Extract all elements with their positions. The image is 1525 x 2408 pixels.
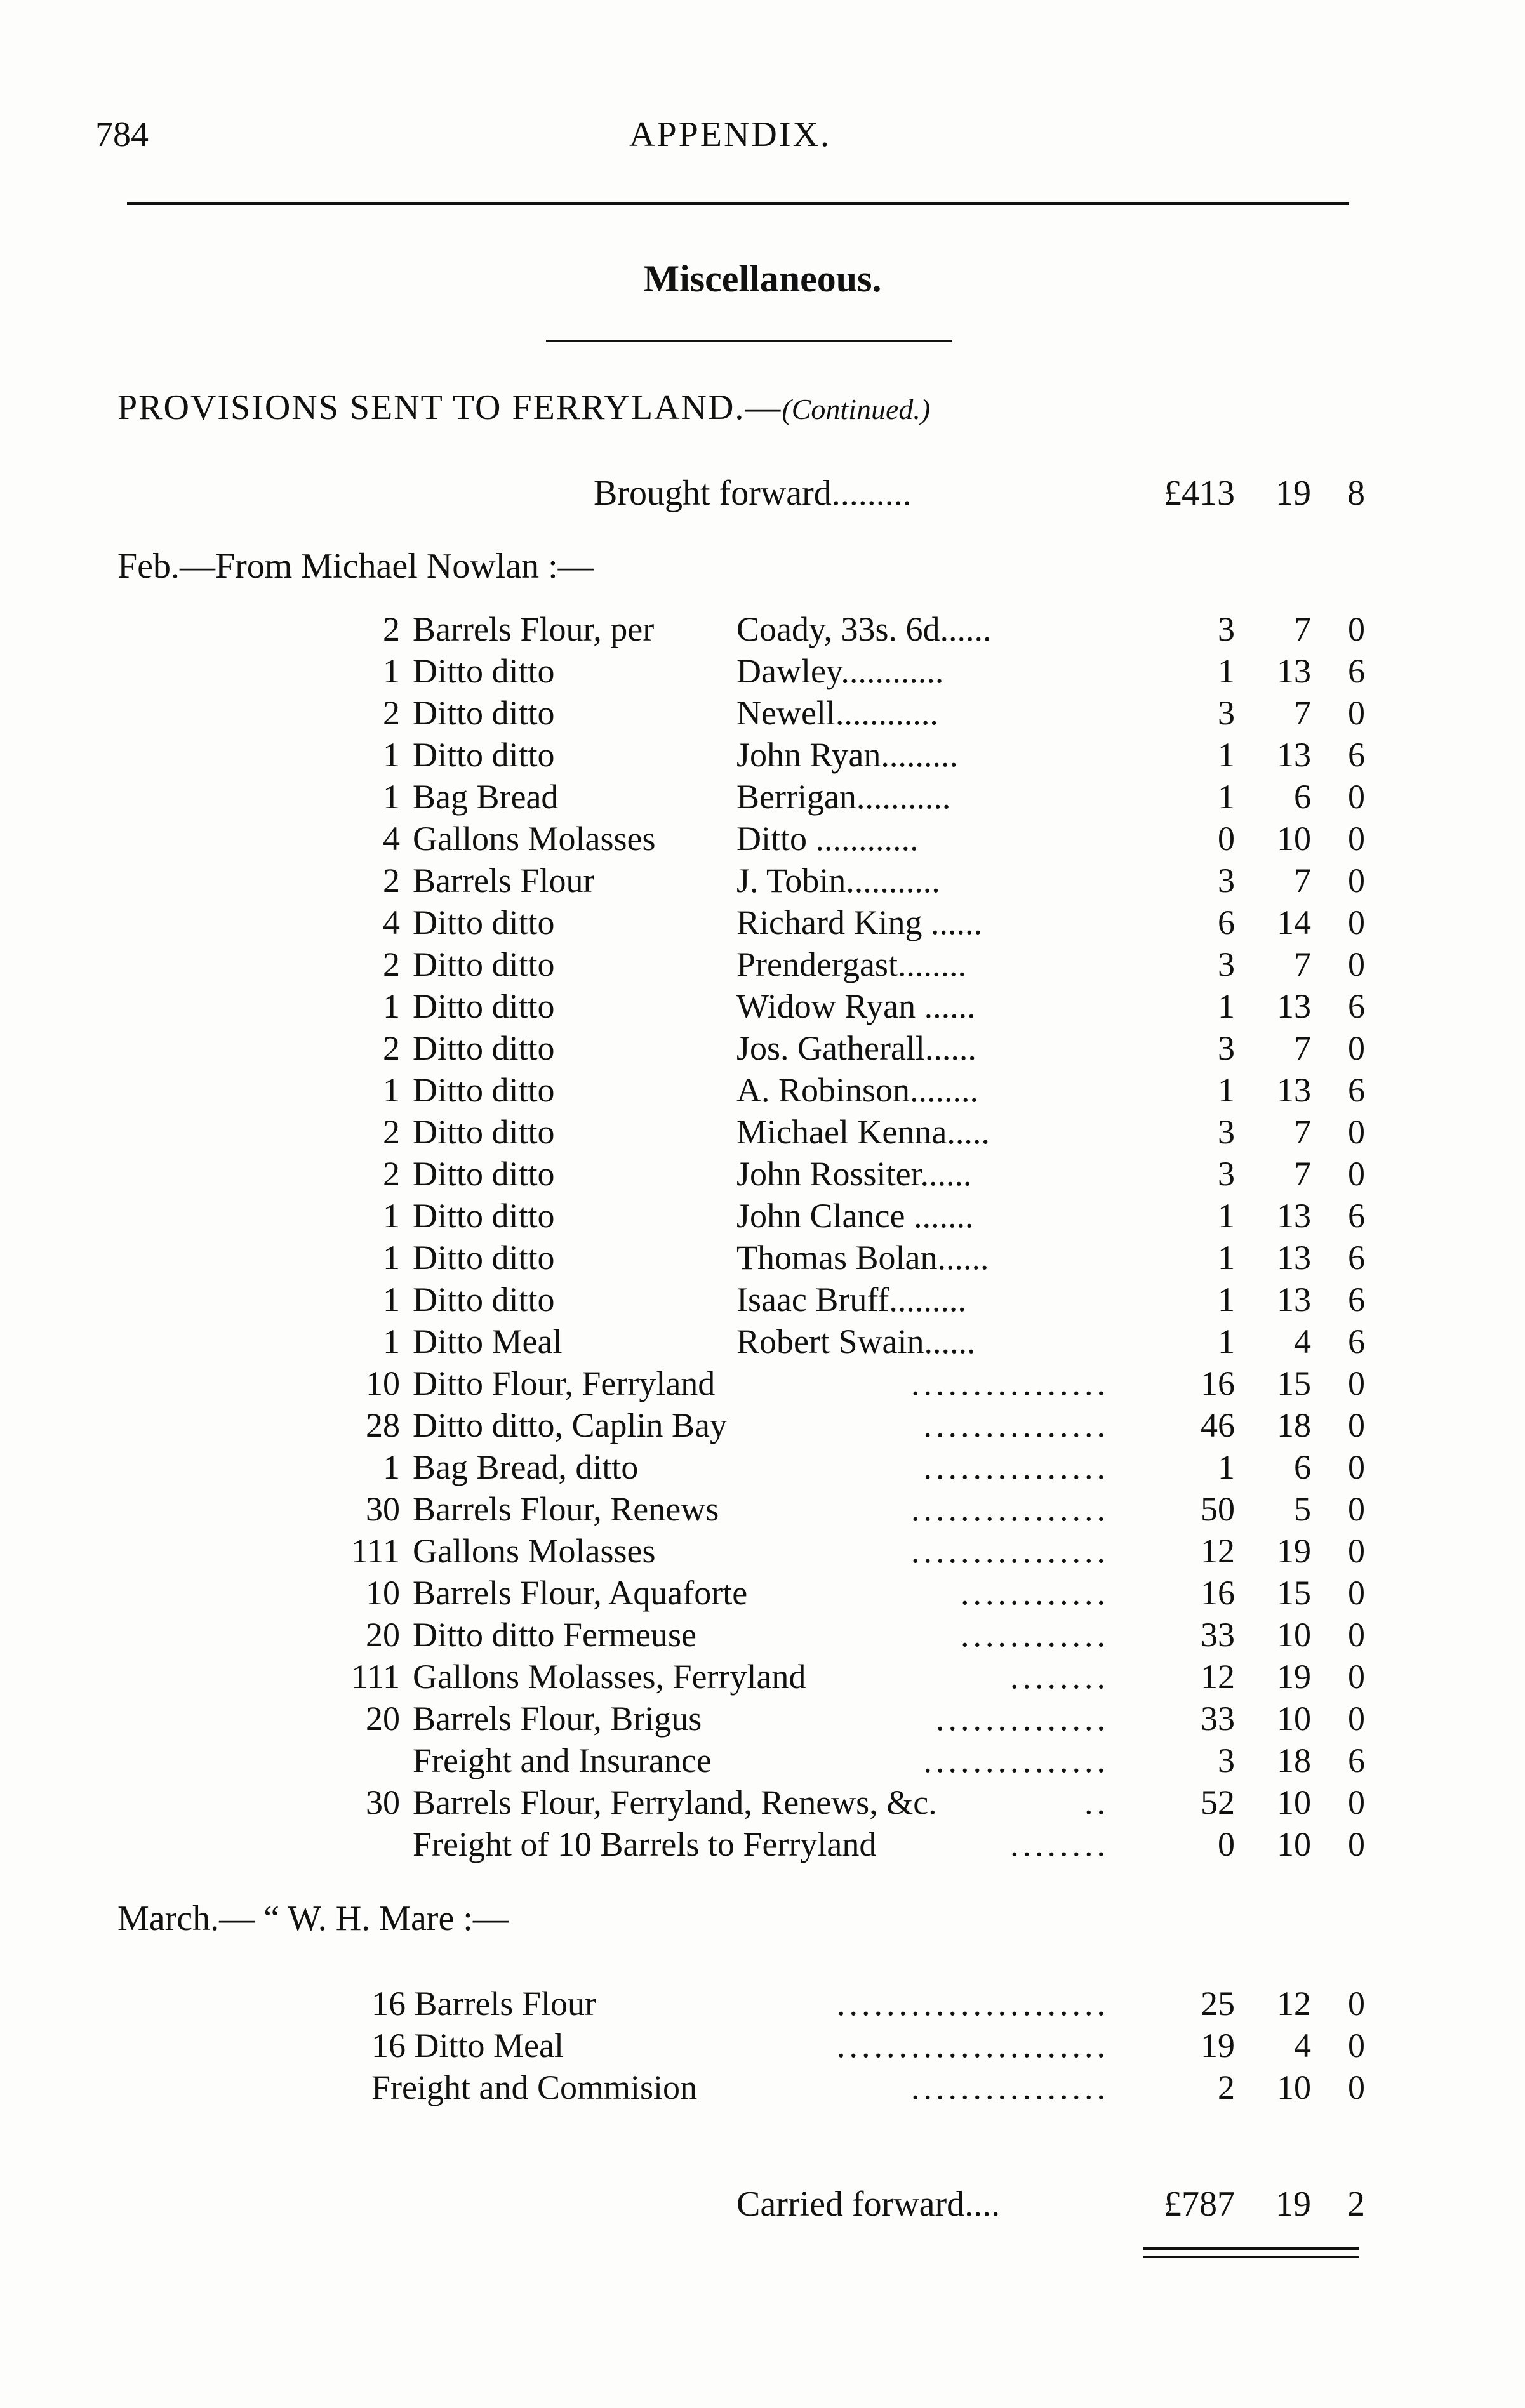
entry-description: Freight and Insurance: [413, 1741, 712, 1779]
entry-quantity: 20: [366, 1700, 400, 1738]
entry-quantity: 1: [383, 1322, 400, 1360]
subheading-continued: (Continued.): [782, 393, 931, 425]
table-row: [0, 1028, 1525, 1070]
amount-shillings: 12: [1277, 1985, 1311, 2023]
amount-pence: 0: [1348, 945, 1365, 983]
entry-quantity: 1: [383, 1239, 400, 1277]
entry-quantity: 10: [366, 1364, 400, 1402]
entry-description: Barrels Flour, Renews: [413, 1490, 719, 1528]
amount-shillings: 10: [1277, 1825, 1311, 1863]
entry-description: 16 Barrels Flour: [371, 1985, 596, 2023]
amount-pounds: 19: [1201, 2026, 1235, 2065]
entry-item: Bag Bread: [413, 778, 559, 816]
entry-quantity: 1: [383, 778, 400, 816]
leader-dots: ...............: [923, 1741, 1109, 1779]
entry-quantity: 111: [351, 1532, 400, 1570]
carried-forward-pence: 2: [1347, 2185, 1365, 2224]
table-row: [0, 1741, 1525, 1783]
amount-pence: 6: [1348, 1280, 1365, 1319]
entry-provider: Robert Swain......: [736, 1322, 976, 1360]
entry-description: Ditto ditto, Caplin Bay: [413, 1406, 727, 1444]
feb-entries: [0, 609, 1525, 1364]
amount-pence: 0: [1348, 778, 1365, 816]
amount-pence: 0: [1348, 1532, 1365, 1570]
entry-item: Ditto ditto: [413, 945, 555, 983]
table-row: [0, 1489, 1525, 1531]
brought-forward-line: [0, 473, 1525, 524]
entry-item: Ditto ditto: [413, 987, 555, 1025]
amount-pence: 0: [1348, 1616, 1365, 1654]
amount-shillings: 10: [1277, 1783, 1311, 1821]
amount-pounds: 25: [1201, 1985, 1235, 2023]
march-entries: [0, 1984, 1525, 2110]
amount-shillings: 10: [1277, 1700, 1311, 1738]
amount-pounds: 3: [1218, 1155, 1235, 1193]
table-row: [0, 1070, 1525, 1112]
amount-pence: 0: [1348, 1448, 1365, 1486]
amount-pounds: 1: [1218, 736, 1235, 774]
table-row: [0, 1531, 1525, 1573]
table-row: [0, 1825, 1525, 1866]
entry-item: Ditto ditto: [413, 694, 555, 732]
table-row: [0, 1406, 1525, 1447]
amount-shillings: 7: [1294, 861, 1311, 900]
amount-shillings: 7: [1294, 945, 1311, 983]
amount-pounds: 1: [1218, 1197, 1235, 1235]
entry-quantity: 1: [383, 1071, 400, 1109]
entry-quantity: 30: [366, 1783, 400, 1821]
entry-description: Ditto Flour, Ferryland: [413, 1364, 716, 1402]
amount-pence: 0: [1348, 1113, 1365, 1151]
amount-pounds: 0: [1218, 820, 1235, 858]
table-row: [0, 903, 1525, 945]
leader-dots: ......................: [837, 2026, 1109, 2065]
entry-item: Ditto ditto: [413, 1280, 555, 1319]
entry-description: 16 Ditto Meal: [371, 2026, 564, 2065]
amount-pence: 0: [1348, 610, 1365, 648]
leader-dots: ................: [911, 1364, 1109, 1402]
entry-item: Gallons Molasses: [413, 820, 656, 858]
amount-pounds: 0: [1218, 1825, 1235, 1863]
leader-dots: ........: [1010, 1825, 1109, 1863]
entry-item: Barrels Flour: [413, 861, 595, 900]
amount-shillings: 6: [1294, 1448, 1311, 1486]
amount-shillings: 7: [1294, 610, 1311, 648]
table-row: [0, 1657, 1525, 1699]
entry-item: Ditto ditto: [413, 1197, 555, 1235]
amount-pounds: 3: [1218, 861, 1235, 900]
leader-dots: ......................: [837, 1985, 1109, 2023]
amount-pence: 0: [1348, 1406, 1365, 1444]
entry-quantity: 2: [383, 1113, 400, 1151]
amount-shillings: 15: [1277, 1364, 1311, 1402]
table-row: [0, 1280, 1525, 1322]
amount-shillings: 13: [1277, 1239, 1311, 1277]
table-row: [0, 861, 1525, 903]
amount-shillings: 4: [1294, 1322, 1311, 1360]
entry-provider: Ditto ............: [736, 820, 919, 858]
leader-dots: ..: [1084, 1783, 1109, 1821]
entry-provider: Coady, 33s. 6d......: [736, 610, 992, 648]
amount-shillings: 7: [1294, 1155, 1311, 1193]
table-row: [0, 819, 1525, 861]
amount-pence: 6: [1348, 1322, 1365, 1360]
carried-forward-pounds: £787: [1164, 2185, 1235, 2224]
brought-forward-label: Brought forward.........: [594, 474, 912, 513]
running-title: APPENDIX.: [629, 115, 831, 154]
table-row: [0, 1238, 1525, 1280]
entry-provider: A. Robinson........: [736, 1071, 979, 1109]
amount-shillings: 15: [1277, 1574, 1311, 1612]
amount-pence: 0: [1348, 1574, 1365, 1612]
amount-shillings: 10: [1277, 2068, 1311, 2106]
table-row: [0, 987, 1525, 1028]
carried-forward-line: [0, 2184, 1525, 2235]
amount-pence: 0: [1348, 1783, 1365, 1821]
entry-provider: Prendergast........: [736, 945, 966, 983]
leader-dots: ........: [1010, 1658, 1109, 1696]
amount-pounds: 6: [1218, 903, 1235, 941]
entry-provider: John Rossiter......: [736, 1155, 972, 1193]
amount-pounds: 52: [1201, 1783, 1235, 1821]
entry-provider: Isaac Bruff.........: [736, 1280, 966, 1319]
entry-item: Ditto ditto: [413, 736, 555, 774]
table-row: [0, 1783, 1525, 1825]
header-rule: [127, 202, 1349, 205]
amount-shillings: 19: [1277, 1658, 1311, 1696]
leader-dots: ................: [911, 2068, 1109, 2106]
entry-item: Ditto Meal: [413, 1322, 563, 1360]
amount-pounds: 3: [1218, 694, 1235, 732]
entry-provider: Richard King ......: [736, 903, 982, 941]
entry-quantity: 2: [383, 861, 400, 900]
amount-shillings: 10: [1277, 1616, 1311, 1654]
amount-pence: 0: [1348, 2026, 1365, 2065]
amount-pence: 0: [1348, 694, 1365, 732]
amount-pounds: 3: [1218, 945, 1235, 983]
table-row: [0, 1615, 1525, 1657]
entry-description: Freight of 10 Barrels to Ferryland: [413, 1825, 877, 1863]
table-row: [0, 693, 1525, 735]
leader-dots: ............: [961, 1574, 1109, 1612]
amount-pence: 6: [1348, 1197, 1365, 1235]
amount-pence: 6: [1348, 1741, 1365, 1779]
amount-pence: 6: [1348, 1071, 1365, 1109]
amount-pence: 0: [1348, 1490, 1365, 1528]
table-row: [0, 1573, 1525, 1615]
entry-quantity: 4: [383, 820, 400, 858]
entry-provider: Thomas Bolan......: [736, 1239, 989, 1277]
amount-pence: 0: [1348, 1825, 1365, 1863]
total-rule-upper: [1143, 2247, 1359, 2250]
leader-dots: ..............: [936, 1700, 1109, 1738]
entry-description: Gallons Molasses, Ferryland: [413, 1658, 806, 1696]
amount-pence: 0: [1348, 1155, 1365, 1193]
entry-quantity: 1: [383, 1197, 400, 1235]
table-row: [0, 2026, 1525, 2068]
entry-quantity: 30: [366, 1490, 400, 1528]
entry-quantity: 4: [383, 903, 400, 941]
amount-pence: 0: [1348, 903, 1365, 941]
amount-pounds: 46: [1201, 1406, 1235, 1444]
table-row: [0, 1112, 1525, 1154]
amount-pence: 0: [1348, 1985, 1365, 2023]
entry-provider: Michael Kenna.....: [736, 1113, 990, 1151]
entry-description: Ditto ditto Fermeuse: [413, 1616, 696, 1654]
section-rule: [546, 340, 952, 342]
march-heading: March.— “ W. H. Mare :—: [117, 1899, 509, 1938]
entry-provider: J. Tobin...........: [736, 861, 940, 900]
amount-shillings: 13: [1277, 1280, 1311, 1319]
entry-provider: Dawley............: [736, 652, 944, 690]
amount-shillings: 13: [1277, 1197, 1311, 1235]
entry-quantity: 2: [383, 610, 400, 648]
entry-description: Barrels Flour, Ferryland, Renews, &c.: [413, 1783, 937, 1821]
feb-summary-entries: [0, 1364, 1525, 1866]
entry-item: Ditto ditto: [413, 1113, 555, 1151]
total-rule-lower: [1143, 2256, 1359, 2258]
table-row: [0, 777, 1525, 819]
entry-provider: Jos. Gatherall......: [736, 1029, 976, 1067]
amount-shillings: 7: [1294, 694, 1311, 732]
amount-shillings: 7: [1294, 1029, 1311, 1067]
brought-forward-pence: 8: [1347, 474, 1365, 513]
entry-quantity: 1: [383, 652, 400, 690]
entry-item: Ditto ditto: [413, 1071, 555, 1109]
entry-quantity: 2: [383, 1029, 400, 1067]
amount-pence: 0: [1348, 820, 1365, 858]
entry-item: Barrels Flour, per: [413, 610, 655, 648]
amount-shillings: 10: [1277, 820, 1311, 858]
amount-pounds: 1: [1218, 778, 1235, 816]
entry-item: Ditto ditto: [413, 652, 555, 690]
entry-quantity: 10: [366, 1574, 400, 1612]
table-row: [0, 609, 1525, 651]
amount-pounds: 3: [1218, 1741, 1235, 1779]
amount-pounds: 1: [1218, 1448, 1235, 1486]
amount-pounds: 33: [1201, 1700, 1235, 1738]
leader-dots: ................: [911, 1532, 1109, 1570]
section-title: Miscellaneous.: [643, 258, 882, 300]
leader-dots: ...............: [923, 1448, 1109, 1486]
leader-dots: ................: [911, 1490, 1109, 1528]
table-row: [0, 1699, 1525, 1741]
amount-pence: 0: [1348, 2068, 1365, 2106]
entry-item: Ditto ditto: [413, 1155, 555, 1193]
amount-pounds: 1: [1218, 1071, 1235, 1109]
amount-shillings: 13: [1277, 652, 1311, 690]
leader-dots: ............: [961, 1616, 1109, 1654]
entry-quantity: 1: [383, 1448, 400, 1486]
amount-pounds: 12: [1201, 1532, 1235, 1570]
entry-item: Ditto ditto: [413, 903, 555, 941]
amount-pounds: 16: [1201, 1574, 1235, 1612]
entry-provider: John Clance .......: [736, 1197, 974, 1235]
amount-pence: 0: [1348, 861, 1365, 900]
table-row: [0, 651, 1525, 693]
entry-quantity: 1: [383, 736, 400, 774]
amount-shillings: 7: [1294, 1113, 1311, 1151]
amount-pence: 6: [1348, 1239, 1365, 1277]
entry-quantity: 111: [351, 1658, 400, 1696]
amount-pounds: 2: [1218, 2068, 1235, 2106]
entry-description: Barrels Flour, Brigus: [413, 1700, 702, 1738]
table-row: [0, 1322, 1525, 1364]
table-row: [0, 1364, 1525, 1406]
amount-shillings: 6: [1294, 778, 1311, 816]
amount-pounds: 33: [1201, 1616, 1235, 1654]
carried-forward-shillings: 19: [1275, 2185, 1311, 2224]
amount-shillings: 13: [1277, 987, 1311, 1025]
amount-shillings: 5: [1294, 1490, 1311, 1528]
amount-pence: 6: [1348, 736, 1365, 774]
entry-quantity: 1: [383, 1280, 400, 1319]
entry-provider: Newell............: [736, 694, 938, 732]
entry-quantity: 1: [383, 987, 400, 1025]
entry-quantity: 28: [366, 1406, 400, 1444]
amount-shillings: 18: [1277, 1406, 1311, 1444]
amount-shillings: 18: [1277, 1741, 1311, 1779]
amount-pence: 0: [1348, 1364, 1365, 1402]
amount-pence: 6: [1348, 652, 1365, 690]
amount-shillings: 14: [1277, 903, 1311, 941]
amount-pounds: 1: [1218, 1280, 1235, 1319]
amount-shillings: 13: [1277, 1071, 1311, 1109]
amount-shillings: 4: [1294, 2026, 1311, 2065]
amount-pence: 6: [1348, 987, 1365, 1025]
amount-pounds: 1: [1218, 987, 1235, 1025]
entry-item: Ditto ditto: [413, 1029, 555, 1067]
entry-item: Ditto ditto: [413, 1239, 555, 1277]
amount-pounds: 3: [1218, 1113, 1235, 1151]
entry-description: Gallons Molasses: [413, 1532, 656, 1570]
entry-provider: Berrigan...........: [736, 778, 951, 816]
entry-description: Freight and Commision: [371, 2068, 697, 2106]
amount-pounds: 1: [1218, 1322, 1235, 1360]
entry-quantity: 20: [366, 1616, 400, 1654]
entry-description: Bag Bread, ditto: [413, 1448, 639, 1486]
subheading: [117, 387, 930, 428]
amount-pounds: 3: [1218, 610, 1235, 648]
entry-provider: Widow Ryan ......: [736, 987, 976, 1025]
table-row: [0, 1447, 1525, 1489]
table-row: [0, 1196, 1525, 1238]
entry-quantity: 2: [383, 945, 400, 983]
amount-pounds: 1: [1218, 652, 1235, 690]
entry-quantity: 2: [383, 1155, 400, 1193]
table-row: [0, 2068, 1525, 2110]
amount-pence: 0: [1348, 1700, 1365, 1738]
entry-provider: John Ryan.........: [736, 736, 958, 774]
entry-description: Barrels Flour, Aquaforte: [413, 1574, 748, 1612]
table-row: [0, 735, 1525, 777]
table-row: [0, 1984, 1525, 2026]
brought-forward-shillings: 19: [1275, 474, 1311, 513]
amount-pounds: 12: [1201, 1658, 1235, 1696]
amount-shillings: 19: [1277, 1532, 1311, 1570]
running-header: [95, 114, 1365, 165]
carried-forward-label: Carried forward....: [736, 2185, 1001, 2224]
amount-pence: 0: [1348, 1029, 1365, 1067]
brought-forward-pounds: £413: [1164, 474, 1235, 513]
amount-pounds: 16: [1201, 1364, 1235, 1402]
leader-dots: ...............: [923, 1406, 1109, 1444]
subheading-text: PROVISIONS SENT TO FERRYLAND.—: [117, 388, 782, 427]
amount-pounds: 3: [1218, 1029, 1235, 1067]
amount-pounds: 50: [1201, 1490, 1235, 1528]
amount-pence: 0: [1348, 1658, 1365, 1696]
feb-heading: Feb.—From Michael Nowlan :—: [117, 547, 594, 586]
amount-shillings: 13: [1277, 736, 1311, 774]
table-row: [0, 945, 1525, 987]
table-row: [0, 1154, 1525, 1196]
page-number: 784: [95, 115, 149, 154]
entry-quantity: 2: [383, 694, 400, 732]
amount-pounds: 1: [1218, 1239, 1235, 1277]
